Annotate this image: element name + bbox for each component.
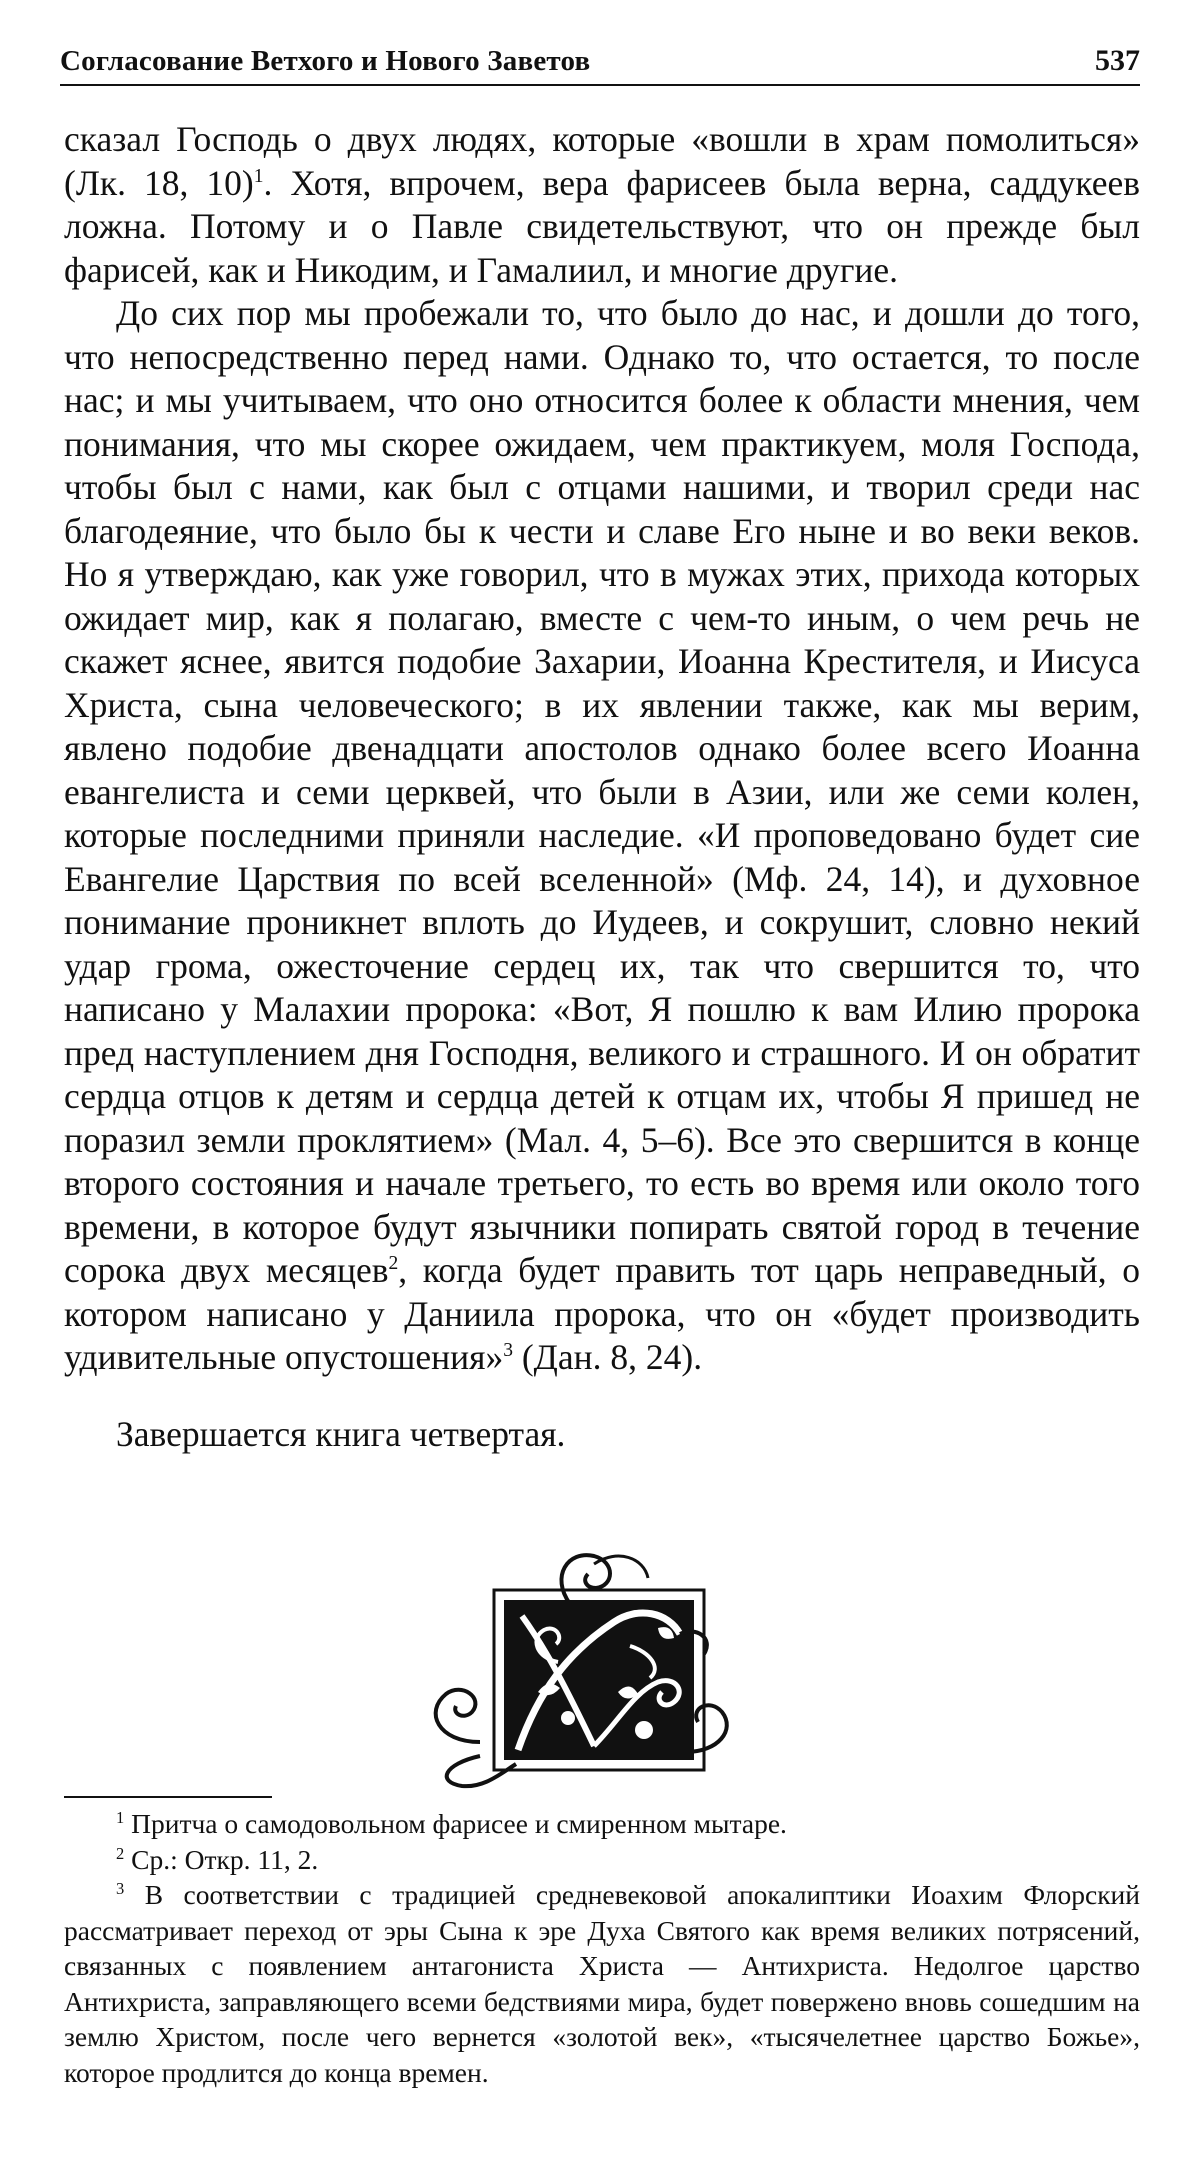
- book-ending-line: Завершается книга четвертая.: [116, 1414, 566, 1454]
- footnote-ref-1: 1: [253, 165, 264, 187]
- footnote-1: [64, 1806, 1140, 1842]
- paragraph-1-text-a: сказал Господь о двух людях, которые «вошли в храм помолиться» (Лк. 18, 10): [64, 119, 1140, 203]
- footnote-2-mark: 2: [116, 1843, 125, 1863]
- footnote-3-text: В соответствии с традицией средневековой апокалиптики Иоахим Флорский рассматривает переход от эры Сына к эре Духа Святого как время великих потрясений, связанных с появлением антагониста Христа — Антихриста. Недолгое царство Антихриста, заправляющего всеми бедствиями мира, будет повержено вновь сошедшим на землю Христом, после чего вернется «золотой век», «тысячелетнее царство Божье», которое продлится до конца времен.: [64, 1879, 1140, 2088]
- footnote-2-text: Ср.: Откр. 11, 2.: [124, 1843, 319, 1875]
- footnote-divider: [64, 1796, 272, 1798]
- paragraph-2-text-a: До сих пор мы пробежали то, что было до нас, и дошли до того, что непосредственно перед нами. Однако то, что остается, то после нас; и мы учитываем, что оно относится более к области мнения, чем понимания, что мы скорее ожидаем, чем практикуем, моля Господа, чтобы был с нами, как был с отцами нашими, и творил среди нас благодеяние, что было бы к чести и славе Его ныне и во веки веков. Но я утверждаю, как уже говорил, что в мужах этих, прихода которых ожидает мир, как я полагаю, вместе с чем-то иным, о чем речь не скажет яснее, явится подобие Захарии, Иоанна Крестителя, и Иисуса Христа, сына человеческого; в их явлении также, как мы верим, явлено подобие двенадцати апостолов однако более всего Иоанна евангелиста и семи церквей, что были в Азии, или же семи колен, которые последними приняли наследие. «И проповедовано будет сие Евангелие Царствия по всей вселенной» (Мф. 24, 14), и духовное понимание проникнет вплоть до Иудеев, и сокрушит, словно некий удар грома, ожесточение сердец их, так что свершится то, что написано у Малахии пророка: «Вот, Я пошлю к вам Илию пророка пред наступлением дня Господня, великого и страшного. И он обратит сердца отцов к детям и сердца детей к отцам их, чтобы Я пришед не поразил земли проклятием» (Мал. 4, 5–6). Все это свершится в конце второго состояния и начале третьего, то есть во время или около того времени, в которое будут язычники попирать святой город в течение сорока двух месяцев: [64, 293, 1140, 1290]
- footnote-ref-2: 2: [388, 1253, 399, 1275]
- paragraph-1: [64, 118, 1140, 292]
- footnote-3-mark: 3: [116, 1878, 125, 1898]
- footnotes: [64, 1806, 1140, 2090]
- main-text: [64, 118, 1140, 1380]
- paragraph-2-text-c: (Дан. 8, 24).: [512, 1337, 703, 1377]
- paragraph-2-text-b: , когда будет править тот царь неправедный, о котором написано у Даниила пророка, что он «будет производить удивительные опустошения»: [64, 1250, 1140, 1377]
- header-title: Согласование Ветхого и Нового Заветов: [60, 45, 591, 77]
- paragraph-1-text-b: . Хотя, впрочем, вера фарисеев была верна, саддукеев ложна. Потому и о Павле свидетельствуют, что он прежде был фарисей, как и Никодим, и Гамалиил, и многие другие.: [64, 162, 1140, 290]
- footnote-1-text: Притча о самодовольном фарисее и смиренном мытаре.: [124, 1808, 787, 1839]
- page-number: 537: [1095, 44, 1140, 77]
- paragraph-2: [64, 292, 1140, 1380]
- footnote-2: [64, 1842, 1140, 1878]
- footnote-ref-3: 3: [503, 1340, 513, 1362]
- running-header: [60, 44, 1140, 86]
- footnote-3: [64, 1877, 1140, 2090]
- footnote-1-mark: 1: [116, 1807, 125, 1827]
- floral-ornament-icon: [418, 1542, 748, 1792]
